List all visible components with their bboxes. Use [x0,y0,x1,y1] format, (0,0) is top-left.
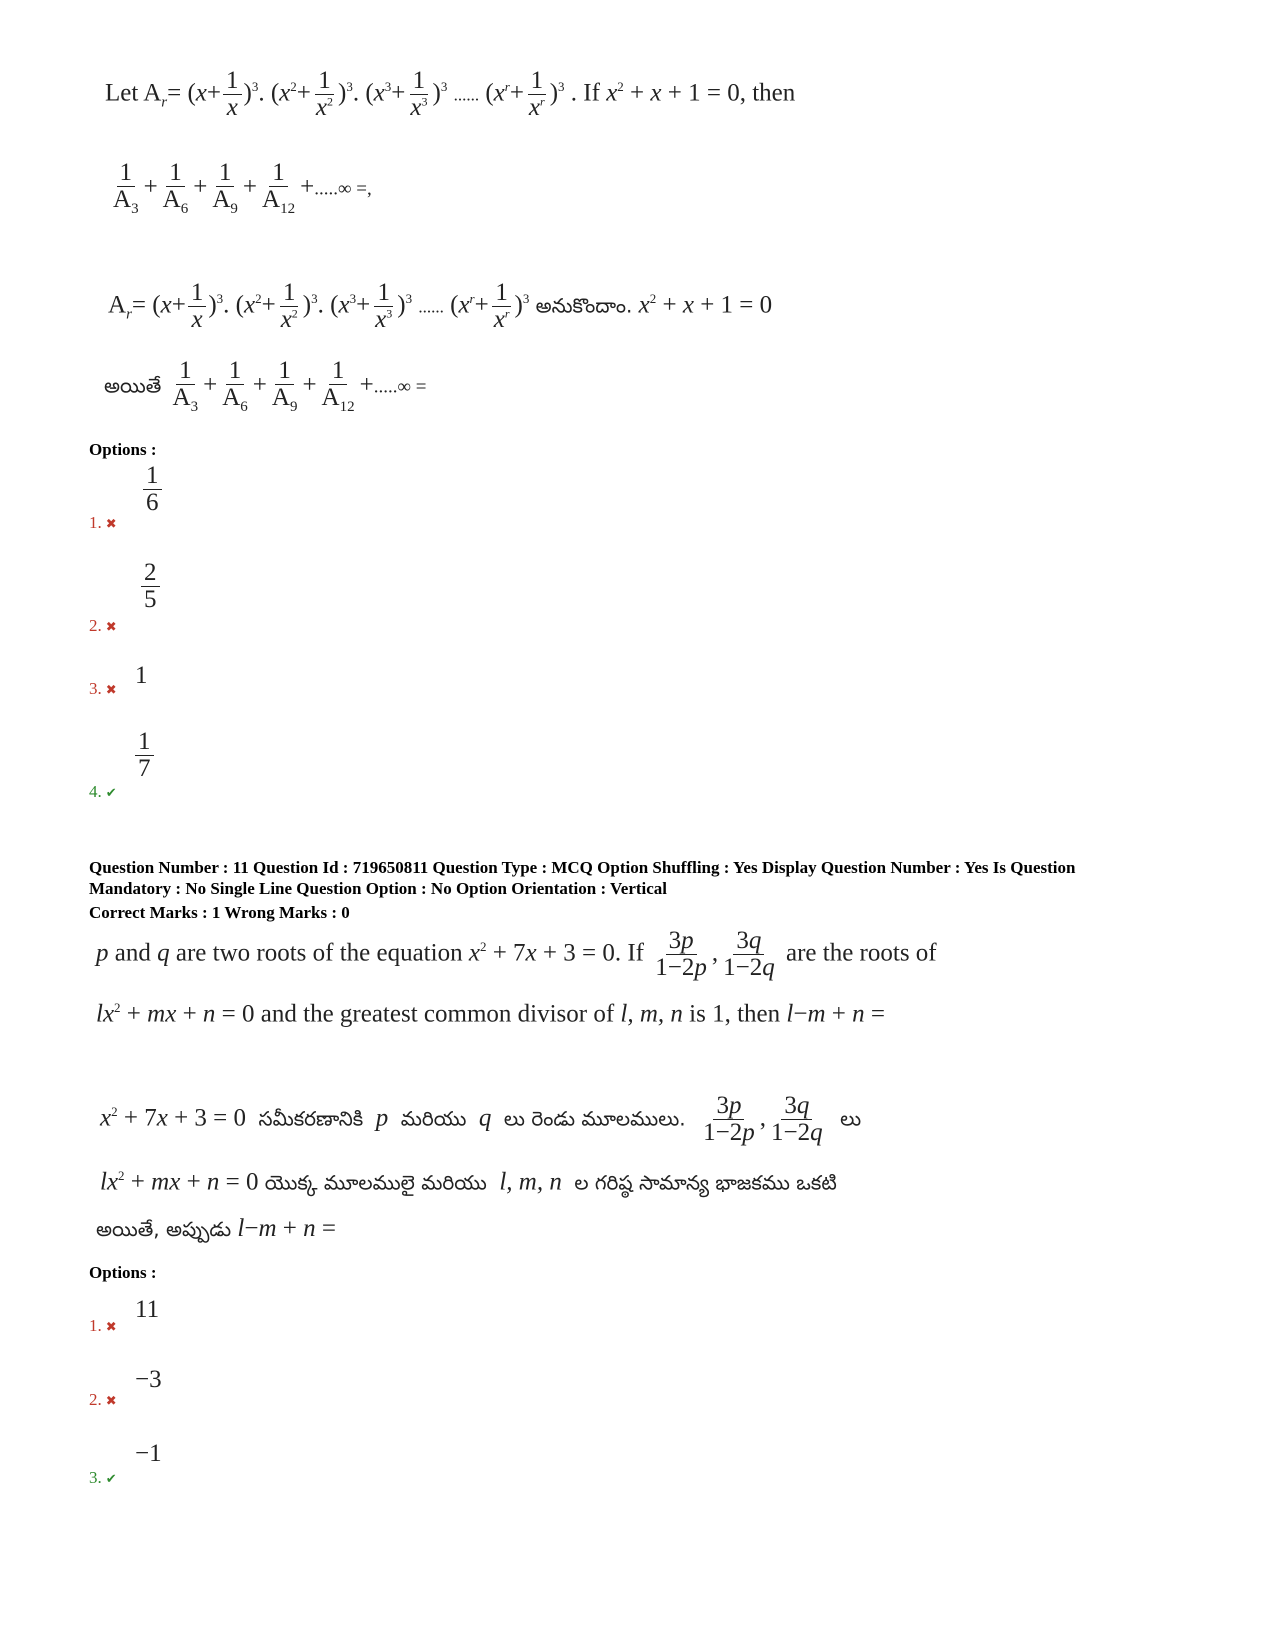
check-icon: ✔ [105,1472,117,1487]
q11-en-roots: are two roots of the equation [175,939,463,967]
q11-te-and: మరియు [400,1106,467,1131]
q11-telugu-line1: $x^2 + 7x + 3 = 0$ సమీకరణానికి p మరియు q లు రెండు మూలములు. $\frac{3p}{1-2p}$ , $\frac{3q}{1-2q}$ లు [100,1092,862,1147]
q11-te-then: అయితే, అప్పుడు [96,1217,232,1241]
option-number: 3. ✔ [89,1468,117,1487]
option-number: 1. ✖ [89,1316,117,1335]
option-value: 1 [135,662,148,689]
q11-te-gcd: ల గరిష్ఠ సామాన్య భాజకము ఒకటి [574,1170,837,1195]
q11-english-line2: $lx^2$ + mx + n = 0 and the greatest common divisor of l, m, n is 1, then l−m + n = [96,1000,885,1028]
cross-icon: ✖ [105,517,117,532]
option-number: 4. ✔ [89,782,117,801]
q10-telugu-line2: అయితే $\frac{1}{A_3}$ + $\frac{1}{A_6}$ + $\frac{1}{A_9}$ + $\frac{1}{A_{12}}$ +.....∞ = [104,357,427,416]
q10-english-line1-text [0,0,1,1]
q11-te-two-roots: లు రెండు మూలములు. [503,1106,686,1131]
cross-icon: ✖ [105,683,117,698]
q11-en-then: is 1, then [689,1000,781,1028]
q11-te-equation: సమీకరణానికి [258,1106,364,1131]
q10-options-label: Options : [89,440,157,459]
option-value: −1 [135,1440,162,1467]
q11-english-line1: p and q are two roots of the equation $x^2 + 7x + 3 = 0$. If $\frac{3p}{1-2p}$ , $\frac{3q}{1-2q}$ are the roots of [96,927,937,982]
q11-meta-line1: Question Number : 11 Question Id : 719650811 Question Type : MCQ Option Shuffling : Yes Display Question Number : Yes Is Question [89,858,1076,877]
q11-meta-line2: Mandatory : No Single Line Question Option : No Option Orientation : Vertical [89,879,668,898]
q11-meta [89,857,1189,923]
option-value: $\frac{2}{5}$ [141,560,160,614]
telugu-ayite: అయితే [104,373,162,398]
telugu-anukondam: అనుకొందాం. [535,293,633,318]
q11-en-if: . If [614,939,645,967]
q11-te-lu: లు [840,1106,862,1131]
option-value: $\frac{1}{6}$ [143,463,162,517]
then-text: , then [739,79,796,107]
q11-te-roots: యొక్క మూలములై మరియు [264,1170,487,1195]
q11-options-label: Options : [89,1263,157,1282]
q11-marks-line: Correct Marks : 1 Wrong Marks : 0 [89,903,350,922]
q11-en-roots-of: are the roots of [785,939,937,967]
option-number: 2. ✖ [89,1390,117,1409]
cross-icon: ✖ [105,1320,117,1335]
option-value: −3 [135,1366,162,1393]
q10-telugu-line1: $A_r= (x+$ $\frac{1}{x}$ )$^3$. ($x^2+$ $\frac{1}{x^2}$ )$^3$. ($x^3+$ $\frac{1}{x^3}$ )$^3$ ...... ($x^r+$ $\frac{1}{x^r}$ )$^3$ అనుకొందాం. $x^2 + x + 1 = 0$ [108,279,773,334]
cross-icon: ✖ [105,620,117,635]
q10-english-line2: $\frac{1}{A_3}$ + $\frac{1}{A_6}$ + $\frac{1}{A_9}$ + $\frac{1}{A_{12}}$ +.....∞ =, [113,159,372,218]
if-text: . If [570,79,600,107]
q11-en-and: and [114,939,151,967]
option-number: 1. ✖ [89,513,117,532]
option-value: 11 [135,1296,160,1323]
option-number: 3. ✖ [89,679,117,698]
let-word: Let [105,79,139,107]
option-value: $\frac{1}{7}$ [135,729,154,783]
option-number: 2. ✖ [89,616,117,635]
cross-icon: ✖ [105,1394,117,1409]
q11-telugu-line2: $lx^2$ + mx + n = 0 యొక్క మూలములై మరియు l, m, n ల గరిష్ఠ సామాన్య భాజకము ఒకటి [100,1168,837,1196]
check-icon: ✔ [105,786,117,801]
q11-en-gcd: and the greatest common divisor of [260,1000,615,1028]
q10-english-line1: Let $A_r= (x+$ $\frac{1}{x}$ )$^3$. ($x^2+$ $\frac{1}{x^2}$ )$^3$. ($x^3+$ $\frac{1}{x^3}$ )$^3$ ...... ($x^r+$ $\frac{1}{x^r}$ )$^3$ . If $x^2 + x + 1 = 0$, then [105,67,796,122]
q11-telugu-line3: అయితే, అప్పుడు l−m + n = [96,1215,336,1242]
